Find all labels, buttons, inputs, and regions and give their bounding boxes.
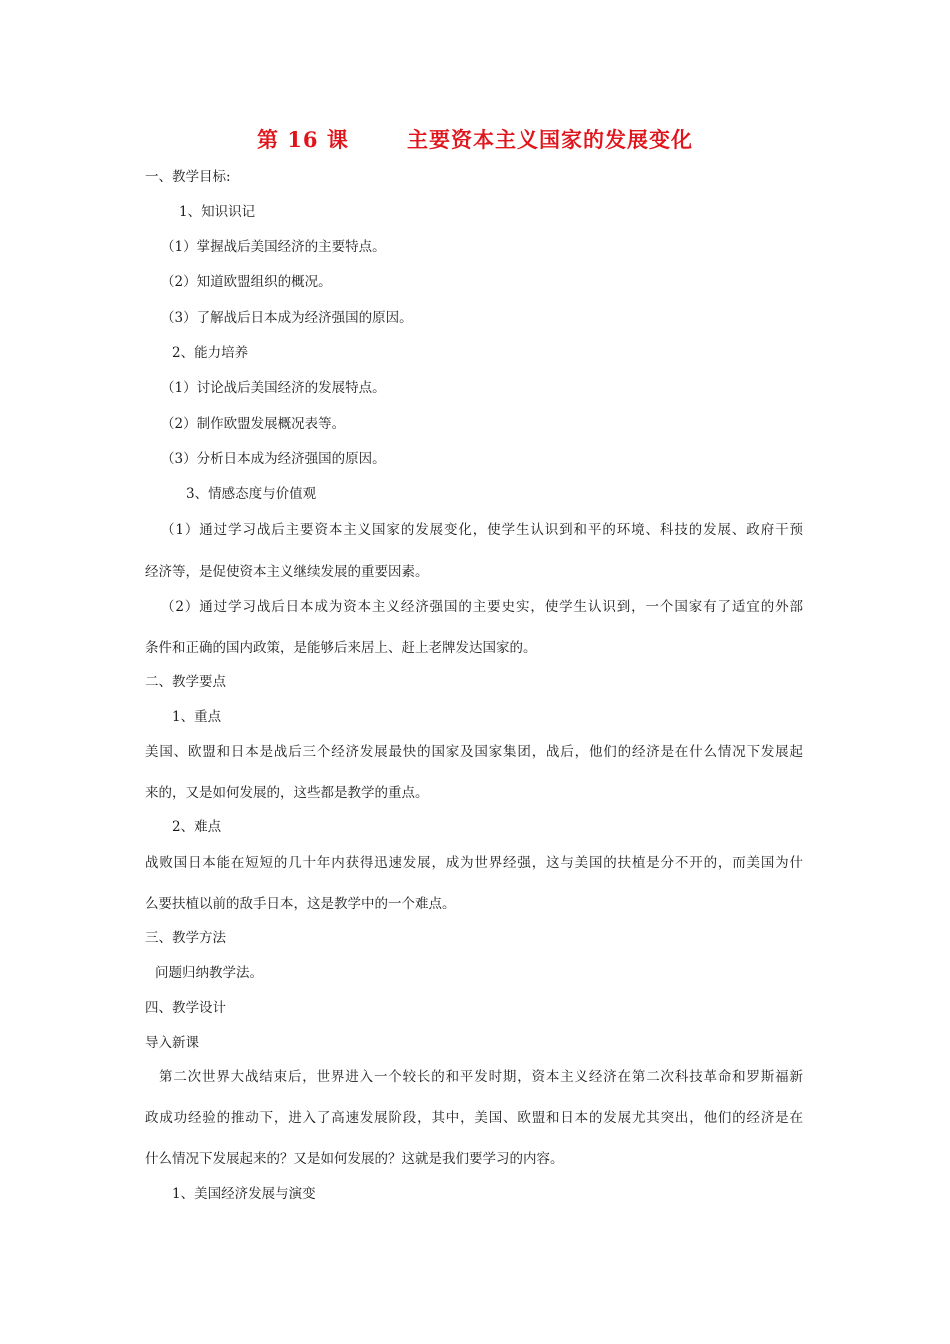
paragraph-line: 条件和正确的国内政策，是能够后来居上、赶上老牌发达国家的。 [145,640,537,656]
section-heading-objectives: 一、教学目标: [145,169,231,185]
paragraph-line: 问题归纳教学法。 [155,965,263,981]
paragraph-line: 么要扶植以前的敌手日本，这是教学中的一个难点。 [145,896,456,912]
page-title: 第 16 课 主要资本主义国家的发展变化 [256,127,694,152]
list-item: （3）了解战后日本成为经济强国的原因。 [161,310,413,326]
paragraph-line: 战败国日本能在短短的几十年内获得迅速发展，成为世界经强，这与美国的扶植是分不开的，而美国为什 [145,855,803,871]
section-heading-key-points: 二、教学要点 [145,674,226,690]
subheading-focus: 1、重点 [172,709,222,725]
paragraph-line: 美国、欧盟和日本是战后三个经济发展最快的国家及国家集团，战后，他们的经济是在什么情况下发展起 [145,744,803,760]
paragraph-line: （1）通过学习战后主要资本主义国家的发展变化，使学生认识到和平的环境、科技的发展、政府干预 [161,522,803,538]
paragraph-line: 来的，又是如何发展的，这些都是教学的重点。 [145,785,429,801]
list-item: （3）分析日本成为经济强国的原因。 [161,451,386,467]
list-item: （2）制作欧盟发展概况表等。 [161,416,346,432]
subheading-ability: 2、能力培养 [172,345,249,361]
subheading-attitude: 3、情感态度与价值观 [186,486,317,502]
subheading-us-economy: 1、美国经济发展与演变 [172,1186,316,1202]
list-item: （2）知道欧盟组织的概况。 [161,274,332,290]
list-item: （1）讨论战后美国经济的发展特点。 [161,380,386,396]
subheading-knowledge: 1、知识识记 [179,204,256,220]
paragraph-line: 什么情况下发展起来的？又是如何发展的？这就是我们要学习的内容。 [145,1151,564,1167]
paragraph-line: 经济等，是促使资本主义继续发展的重要因素。 [145,564,429,580]
subheading-intro: 导入新课 [145,1035,199,1051]
paragraph-line: （2）通过学习战后日本成为资本主义经济强国的主要史实，使学生认识到，一个国家有了适宜的外部 [161,599,803,615]
paragraph-line: 第二次世界大战结束后，世界进入一个较长的和平发时期，资本主义经济在第二次科技革命和罗斯福新 [159,1069,803,1085]
section-heading-method: 三、教学方法 [145,930,226,946]
list-item: （1）掌握战后美国经济的主要特点。 [161,239,386,255]
subheading-difficulty: 2、难点 [172,819,222,835]
paragraph-line: 政成功经验的推动下，进入了高速发展阶段，其中，美国、欧盟和日本的发展尤其突出，他们的经济是在 [145,1110,803,1126]
section-heading-design: 四、教学设计 [145,1000,226,1016]
